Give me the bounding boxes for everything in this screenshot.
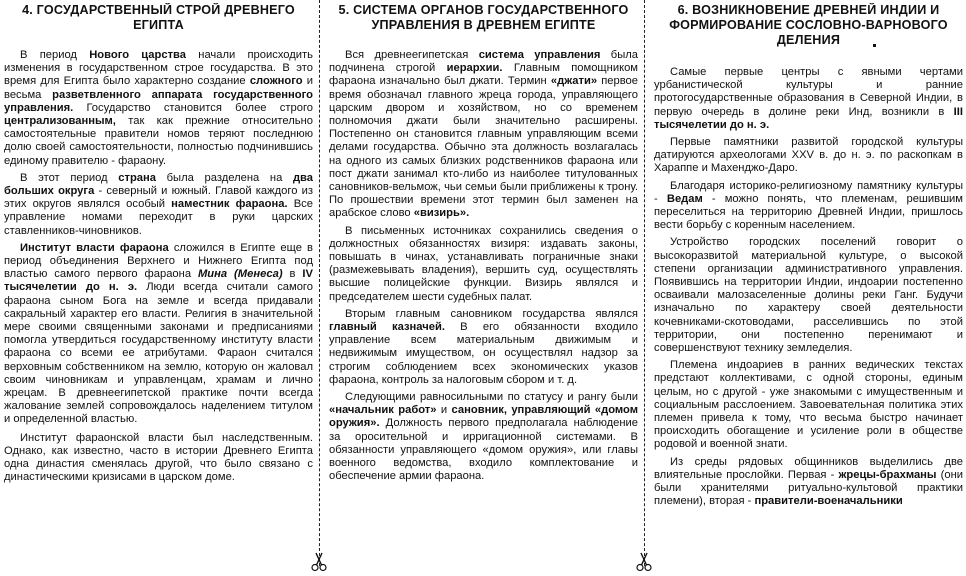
text-run: и [436, 404, 452, 417]
emphasis-term: IV тысячелетии до н. э. [4, 268, 313, 294]
section-title: 4. ГОСУДАРСТВЕННЫЙ СТРОЙ ДРЕВНЕГО ЕГИПТА [22, 3, 295, 32]
scissors-icon [636, 552, 652, 572]
text-run: начали происходить изменения в государственном строе государства. В это время для Египта было характерно создание [4, 49, 313, 88]
text-run: Устройство городских поселений говорит о высокоразвитой материальной культуре, о высокой степени организации административного управления. Появившись на территории Индии, индоарии постепенно осваивали малозаселенные долины реки Ганг. Будучи изначально по характеру своей деятельности кочевниками-скотоводами, расселившись по этой территории, они постепенно перенимают и совершенствуют технику земледелия. [654, 236, 963, 355]
cut-line [319, 0, 320, 566]
paragraph [654, 456, 963, 509]
emphasis-term: жрецы-брахманы [838, 468, 937, 481]
paragraph [654, 359, 963, 451]
paragraph [4, 432, 313, 485]
paragraph [329, 391, 638, 483]
paragraph [329, 308, 638, 387]
emphasis-term: «джати» [550, 75, 598, 88]
text-run: В этот период [20, 171, 119, 184]
text-run: В письменных источниках сохранились сведения о должностных обязанностях визиря: издавать законы, повышать в чинах, устанавливать пограничные знаки (размежевывать владения), вершить суд, осуществлять высшие полицейские функции. Визирь являлся и председателем шести судебных палат. [329, 224, 638, 303]
text-run: Самые первые центры с явными чертами урбанистической культуры и ранние протогосударственные образования в Северной Индии, в первую очередь в долине реки Инд, возникли в [654, 66, 963, 118]
paragraph [654, 180, 963, 233]
emphasis-term: «начальник работ» [329, 404, 437, 417]
text-run: Все управление номами переходит в руки царских ставленников-чиновников. [4, 198, 313, 237]
emphasis-term: Нового царства [89, 49, 187, 61]
text-run: сложился в Египте еще в период объединения Верхнего и Нижнего Египта под властью самого первого фараона [4, 241, 313, 281]
text-run: была подчинена строгой [329, 49, 638, 75]
section-title: 5. СИСТЕМА ОРГАНОВ ГОСУДАРСТВЕННОГО УПРАВЛЕНИЯ В ДРЕВНЕМ ЕГИПТЕ [338, 3, 629, 32]
paragraph [4, 172, 313, 238]
text-run: - северный и южный. Главой каждого из этих округов являлся особый [4, 185, 313, 211]
paragraph [4, 242, 313, 427]
scissors-icon [311, 552, 327, 572]
emphasis-term: два больших округа [4, 171, 313, 198]
emphasis-term: разветвленного аппарата государственного управления. [4, 88, 313, 114]
text-run: в [282, 268, 303, 281]
column-egypt-state [4, 3, 313, 563]
emphasis-term: Ведам [666, 192, 703, 205]
section-title: 6. ВОЗНИКНОВЕНИЕ ДРЕВНЕЙ ИНДИИ И ФОРМИРОВАНИЕ СОСЛОВНО-ВАРНОВОГО ДЕЛЕНИЯ [669, 3, 948, 47]
text-run: Следующими равносильными по статусу и рангу были [345, 391, 638, 404]
emphasis-name: Мина (Менеса) [197, 268, 283, 281]
emphasis-term: сложного [249, 75, 303, 88]
paragraph [654, 136, 963, 176]
text-run: Должность первого предполагала наблюдение за оросительной и ирригационной системами. В обязанности управляющего «домом оружия», или главы военного ведомства, входило комплектование и обеспечение армии фараона. [329, 417, 638, 483]
text-run: В его обязанности входило управление всем материальным движимым и недвижимым имуществом, он осуществлял надзор за строгим соблюдением всех экономических указов фараона, контроль за налоговым сбором и т. д. [329, 321, 638, 386]
column-ancient-india [654, 3, 963, 563]
text-run: Главным помощником фараона изначально был джати. Термин [329, 62, 638, 88]
text-run: Люди всегда считали самого фараона сыном Бога на земле и всегда придавали сакральный характер его власти. Религия в значительной мере своими священными законами и предписаниями помогла утвердиться государственному институту власти фараона со всеми ее атрибутами. Фараон считался верховным собственником на землю, которую он жаловал своим чиновникам и управленцам, храмам и лично жрецам. В древнеегипетской практике почти всегда жалование землей сопровождалось наделением титулом и определенной властью. [4, 281, 313, 426]
text-run: В период [20, 49, 90, 61]
emphasis-term: централизованным, [4, 115, 116, 128]
emphasis-term: «визирь». [413, 207, 470, 220]
text-run: (они были хранителями ритуально-культовой практики племени), вторая - [654, 468, 963, 508]
paragraph [654, 236, 963, 355]
emphasis-term: сановник, управляющий «домом оружия». [329, 404, 638, 430]
text-run: Благодаря историко-религиозному памятнику культуры - [654, 179, 963, 205]
emphasis-term: правители-военачальники [754, 495, 903, 508]
emphasis-term: главный казначей. [329, 321, 445, 334]
emphasis-term: Институт власти фараона [20, 241, 169, 254]
emphasis-term: система управления [478, 49, 601, 61]
emphasis-term: наместник фараона. [171, 198, 288, 211]
paragraph [329, 225, 638, 304]
text-run: так как прежние относительно самостоятельные правители номов теряют последнюю долю своей самостоятельности, полностью подчинившись единому правителю - фараону. [4, 115, 313, 167]
text-run: и весьма [4, 75, 313, 101]
emphasis-term: III тысячелетии до н. э. [654, 105, 963, 131]
text-run: Вся древнеегипетская [345, 49, 479, 61]
text-run: первое время обозначал главного жреца города, управляющего царским двором и хозяйством, но со временем полномочия джати были значительно расширены. Постепенно он становится главным управляющим всеми делами государства. Обычно эта должность возлагалась на одного из самых близких родственников фараона или пост джати занимал кто-либо из наиболее титулованных сановников-вельмож, чьи семьи были приближены к трону. По прошествии времени этот термин был заменен на арабское слово [329, 75, 638, 220]
emphasis-term: иерархии. [446, 62, 503, 75]
text-run: - можно понять, что племенам, решившим переселиться на территорию Древней Индии, пришлось вести борьбу с коренным населением. [654, 192, 963, 232]
emphasis-term: страна [118, 171, 156, 184]
paragraph [4, 49, 313, 168]
cut-line [644, 0, 645, 566]
stray-dot [873, 44, 876, 47]
column-egypt-administration [329, 3, 638, 563]
text-run: Государство становится более строго [73, 101, 313, 114]
text-run: Племена индоариев в ранних ведических текстах предстают коллективами, с одной стороны, единым целым, но с другой - уже знакомыми с имущественным и социальным расслоением. Завоевательная политика этих племен привела к тому, что весьма быстро начинает происходить обогащение и усиление роли в обществе родовой и военной знати. [654, 359, 963, 451]
text-run: Институт фараонской власти был наследственным. Однако, как известно, часто в истории Древнего Египта одна династия сменялась другой, что было связано с династическими кризисами в царском доме. [4, 431, 313, 484]
text-run: была разделена на [156, 171, 293, 184]
text-run: Первые памятники развитой городской культуры датируются археологами XXV в. до н. э. по раскопкам в Хараппе и Махенджо-Даро. [654, 136, 963, 175]
paragraph [654, 66, 963, 132]
paragraph [329, 49, 638, 221]
text-run: Вторым главным сановником государства являлся [345, 307, 638, 320]
text-run: Из среды рядовых общинников выделились две влиятельные прослойки. Первая - [654, 455, 963, 481]
